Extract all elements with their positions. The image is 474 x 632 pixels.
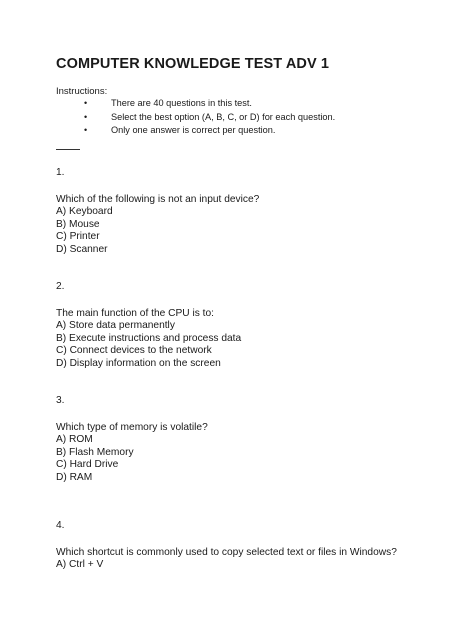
answer-option: D) Scanner [56,243,108,255]
bullet-icon: • [84,98,88,108]
instructions-label: Instructions: [56,86,108,97]
answer-option: C) Connect devices to the network [56,345,212,357]
answer-option: D) RAM [56,471,93,483]
question-3 [56,395,208,485]
question-stem: Which type of memory is volatile? [56,421,208,433]
question-2 [56,281,241,371]
answer-option: B) Execute instructions and process data [56,332,242,344]
question-stem: Which of the following is not an input device? [56,193,260,205]
question-4 [56,520,397,572]
question-1 [56,167,259,257]
instruction-item: • Select the best option (A, B, C, or D) for each question. [56,111,335,125]
question-number: 3. [56,395,65,406]
question-number: 4. [56,520,65,531]
instruction-item: • There are 40 questions in this test. [56,97,335,111]
instructions-list [56,97,335,138]
page-title: COMPUTER KNOWLEDGE TEST ADV 1 [56,56,330,72]
answer-option: B) Mouse [56,218,100,230]
answer-option: A) Ctrl + V [56,559,104,571]
bullet-icon: • [84,111,88,122]
answer-option: A) Keyboard [56,206,113,218]
answer-option: A) Store data permanently [56,320,175,332]
answer-option: A) ROM [56,434,93,446]
answer-option: C) Hard Drive [56,459,119,471]
bullet-icon: • [84,125,88,135]
question-stem: Which shortcut is commonly used to copy selected text or files in Windows? [56,546,397,558]
question-number: 2. [56,281,65,292]
question-stem: The main function of the CPU is to: [56,307,214,319]
answer-option: B) Flash Memory [56,446,134,458]
question-number: 1. [56,167,65,178]
section-divider [56,149,80,150]
instruction-item: • Only one answer is correct per question. [56,124,335,138]
answer-option: D) Display information on the screen [56,357,221,369]
answer-option: C) Printer [56,231,100,243]
